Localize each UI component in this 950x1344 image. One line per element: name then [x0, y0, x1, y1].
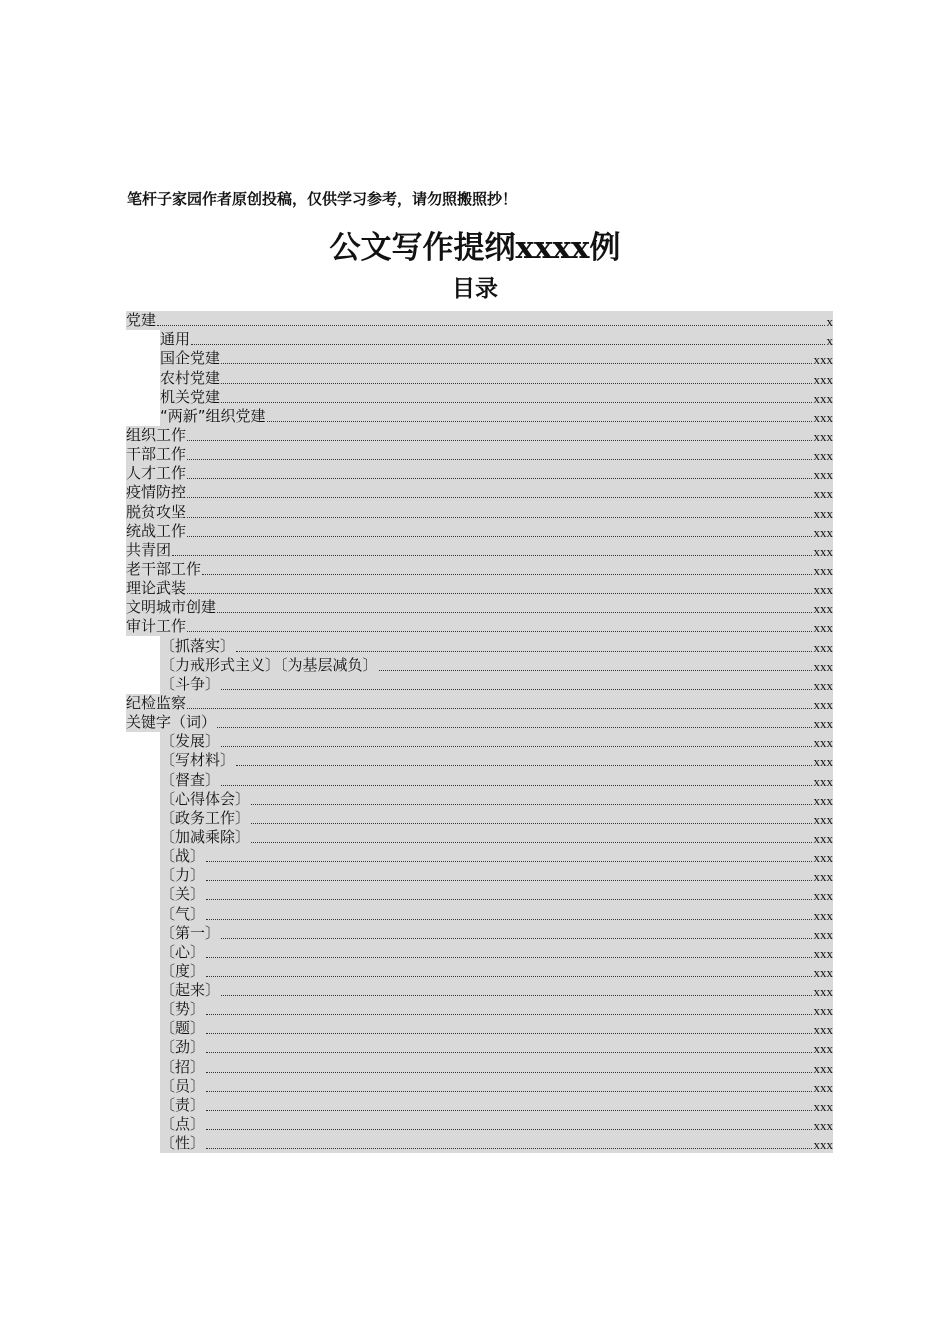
toc-entry[interactable]	[160, 809, 833, 828]
toc-entry[interactable]	[126, 483, 833, 502]
dot-leader	[187, 458, 811, 460]
toc-entry[interactable]	[160, 656, 833, 675]
dot-leader	[187, 535, 811, 537]
dot-leader	[251, 841, 811, 843]
toc-entry[interactable]	[126, 713, 833, 732]
dot-leader	[187, 496, 811, 498]
dot-leader	[206, 860, 811, 862]
dot-leader	[221, 994, 811, 996]
dot-leader	[187, 630, 811, 632]
dot-leader	[251, 803, 811, 805]
toc-entry-page: xxx	[813, 984, 833, 1000]
toc-entry-page: x	[826, 333, 833, 349]
dot-leader	[221, 362, 811, 364]
dot-leader	[221, 745, 811, 747]
toc-entry-page: xxx	[813, 371, 833, 387]
toc-entry-label: 农村党建	[160, 368, 221, 387]
dot-leader	[206, 1071, 811, 1073]
toc-entry[interactable]	[160, 732, 833, 751]
toc-entry[interactable]	[160, 330, 833, 349]
toc-entry-page: xxx	[813, 830, 833, 846]
toc-entry-label: 人才工作	[126, 464, 187, 483]
dot-leader	[221, 937, 811, 939]
toc-entry[interactable]	[160, 1134, 833, 1153]
dot-leader	[206, 1109, 811, 1111]
toc-entry-page: xxx	[813, 773, 833, 789]
dot-leader	[206, 975, 811, 977]
toc-entry[interactable]	[160, 751, 833, 770]
toc-entry[interactable]	[160, 770, 833, 789]
toc-entry[interactable]	[160, 924, 833, 943]
toc-entry-page: xxx	[813, 658, 833, 674]
toc-entry-label: 〔写材料〕	[160, 751, 236, 770]
toc-entry[interactable]	[160, 1019, 833, 1038]
toc-entry-label: 〔心得体会〕	[160, 789, 251, 808]
dot-leader	[191, 343, 824, 345]
toc-entry-page: xxx	[813, 754, 833, 770]
toc-entry[interactable]	[160, 1096, 833, 1115]
dot-leader	[217, 726, 811, 728]
toc-entry-page: xxx	[813, 486, 833, 502]
dot-leader	[251, 822, 811, 824]
toc-entry-label: 〔招〕	[160, 1057, 206, 1076]
toc-entry-page: xxx	[813, 390, 833, 406]
toc-entry-label: 〔第一〕	[160, 923, 221, 942]
copyright-notice: 笔杆子家园作者原创投稿，仅供学习参考，请勿照搬照抄！	[127, 190, 518, 208]
toc-entry[interactable]	[126, 464, 833, 483]
toc-entry-page: xxx	[813, 543, 833, 559]
toc-entry-page: xxx	[813, 524, 833, 540]
dot-leader	[379, 669, 812, 671]
toc-entry-label: 〔题〕	[160, 1019, 206, 1038]
toc-entry[interactable]	[160, 1115, 833, 1134]
toc-entry[interactable]	[126, 560, 833, 579]
toc-entry-label: 〔战〕	[160, 847, 206, 866]
dot-leader	[172, 554, 811, 556]
toc-entry-label: 〔责〕	[160, 1095, 206, 1114]
toc-entry-label: 〔劲〕	[160, 1038, 206, 1057]
dot-leader	[187, 477, 811, 479]
toc-entry[interactable]	[160, 636, 833, 655]
dot-leader	[206, 898, 811, 900]
toc-entry[interactable]	[126, 522, 833, 541]
dot-leader	[221, 382, 811, 384]
toc-entry-label: 理论武装	[126, 579, 187, 598]
toc-entry[interactable]	[126, 541, 833, 560]
toc-entry[interactable]	[126, 617, 833, 636]
toc-entry[interactable]	[160, 866, 833, 885]
document-title: 公文写作提纲xxxx例	[329, 230, 621, 266]
toc-entry-label: 统战工作	[126, 521, 187, 540]
toc-entry[interactable]	[160, 1038, 833, 1057]
toc-entry-label: 国企党建	[160, 349, 221, 368]
toc-entry-page: xxx	[813, 467, 833, 483]
toc-entry-label: “两新”组织党建	[160, 406, 266, 425]
toc-entry-page: xxx	[813, 1137, 833, 1153]
toc-entry[interactable]	[160, 904, 833, 923]
toc-entry-page: xxx	[813, 945, 833, 961]
toc-entry-label: 〔心〕	[160, 942, 206, 961]
toc-entry-page: xxx	[813, 716, 833, 732]
toc-entry[interactable]	[160, 675, 833, 694]
toc-entry-page: xxx	[813, 409, 833, 425]
toc-entry[interactable]	[160, 790, 833, 809]
toc-entry[interactable]	[126, 311, 833, 330]
dot-leader	[187, 707, 811, 709]
toc-entry[interactable]	[126, 694, 833, 713]
toc-entry-label: 〔关〕	[160, 885, 206, 904]
toc-entry-page: x	[826, 314, 833, 330]
toc-entry[interactable]	[160, 943, 833, 962]
toc-entry-label: 通用	[160, 330, 191, 349]
dot-leader	[217, 611, 811, 613]
toc-entry[interactable]	[160, 962, 833, 981]
toc-entry[interactable]	[160, 847, 833, 866]
toc-entry-label: 文明城市创建	[126, 598, 217, 617]
dot-leader	[206, 1090, 811, 1092]
toc-entry-label: 纪检监察	[126, 693, 187, 712]
toc-entry[interactable]	[160, 407, 833, 426]
toc-entry[interactable]	[126, 502, 833, 521]
toc-entry-label: 〔度〕	[160, 961, 206, 980]
dot-leader	[206, 879, 811, 881]
dot-leader	[206, 1032, 811, 1034]
dot-leader	[236, 650, 811, 652]
toc-entry[interactable]	[126, 445, 833, 464]
toc-entry-page: xxx	[813, 620, 833, 636]
dot-leader	[187, 439, 811, 441]
toc-entry-label: 〔力戒形式主义〕〔为基层减负〕	[160, 655, 378, 674]
toc-entry-page: xxx	[813, 792, 833, 808]
toc-entry-page: xxx	[813, 888, 833, 904]
toc-entry-label: 〔斗争〕	[160, 674, 221, 693]
toc-entry-label: 〔发展〕	[160, 732, 221, 751]
dot-leader	[202, 573, 811, 575]
toc-entry-label: 〔抓落实〕	[160, 636, 236, 655]
dot-leader	[206, 918, 811, 920]
toc-entry-page: xxx	[813, 907, 833, 923]
toc-entry-page: xxx	[813, 352, 833, 368]
toc-entry-label: 〔督查〕	[160, 770, 221, 789]
toc-entry-label: 审计工作	[126, 617, 187, 636]
dot-leader	[221, 688, 811, 690]
toc-entry-page: xxx	[813, 811, 833, 827]
toc-entry-label: 〔起来〕	[160, 981, 221, 1000]
toc-entry-label: 〔加减乘除〕	[160, 827, 251, 846]
dot-leader	[206, 1051, 811, 1053]
toc-entry[interactable]	[160, 981, 833, 1000]
table-of-contents	[126, 311, 833, 1153]
toc-entry-page: xxx	[813, 696, 833, 712]
toc-entry-label: 党建	[126, 311, 157, 330]
toc-entry-page: xxx	[813, 1022, 833, 1038]
toc-entry-page: xxx	[813, 964, 833, 980]
toc-entry-page: xxx	[813, 1041, 833, 1057]
toc-entry[interactable]	[160, 1057, 833, 1076]
dot-leader	[221, 401, 811, 403]
toc-entry-page: xxx	[813, 1118, 833, 1134]
dot-leader	[221, 784, 811, 786]
dot-leader	[187, 592, 811, 594]
toc-entry[interactable]	[160, 828, 833, 847]
toc-entry-label: 〔力〕	[160, 866, 206, 885]
toc-entry-label: 〔性〕	[160, 1134, 206, 1153]
toc-entry-label: 机关党建	[160, 387, 221, 406]
dot-leader	[187, 516, 811, 518]
toc-entry-page: xxx	[813, 735, 833, 751]
dot-leader	[236, 764, 811, 766]
dot-leader	[206, 1013, 811, 1015]
dot-leader	[157, 324, 824, 326]
toc-entry-page: xxx	[813, 1060, 833, 1076]
dot-leader	[267, 420, 812, 422]
toc-entry[interactable]	[160, 1077, 833, 1096]
toc-entry-page: xxx	[813, 639, 833, 655]
toc-entry-page: xxx	[813, 869, 833, 885]
toc-entry-page: xxx	[813, 1098, 833, 1114]
dot-leader	[206, 1128, 811, 1130]
toc-entry-label: 脱贫攻坚	[126, 502, 187, 521]
toc-entry-label: 疫情防控	[126, 483, 187, 502]
toc-entry-label: 〔员〕	[160, 1076, 206, 1095]
toc-entry-page: xxx	[813, 505, 833, 521]
toc-entry[interactable]	[160, 885, 833, 904]
toc-entry[interactable]	[160, 349, 833, 368]
toc-entry-label: 干部工作	[126, 445, 187, 464]
toc-entry[interactable]	[126, 598, 833, 617]
toc-entry-label: 〔势〕	[160, 1000, 206, 1019]
toc-entry-page: xxx	[813, 926, 833, 942]
toc-entry-page: xxx	[813, 448, 833, 464]
toc-entry-page: xxx	[813, 601, 833, 617]
toc-entry[interactable]	[160, 1000, 833, 1019]
toc-entry[interactable]	[126, 579, 833, 598]
toc-entry-label: 〔政务工作〕	[160, 808, 251, 827]
toc-entry-page: xxx	[813, 1003, 833, 1019]
toc-entry-label: 老干部工作	[126, 559, 202, 578]
toc-entry-page: xxx	[813, 850, 833, 866]
toc-entry-label: 〔点〕	[160, 1115, 206, 1134]
toc-entry[interactable]	[126, 426, 833, 445]
toc-entry-page: xxx	[813, 677, 833, 693]
toc-entry-page: xxx	[813, 1079, 833, 1095]
dot-leader	[206, 1147, 811, 1149]
toc-entry-label: 共青团	[126, 540, 172, 559]
toc-entry-label: 组织工作	[126, 425, 187, 444]
toc-entry-label: 关键字（词）	[126, 713, 217, 732]
toc-entry-page: xxx	[813, 562, 833, 578]
toc-entry[interactable]	[160, 388, 833, 407]
dot-leader	[206, 956, 811, 958]
toc-entry[interactable]	[160, 368, 833, 387]
toc-heading: 目录	[452, 275, 498, 302]
toc-entry-page: xxx	[813, 428, 833, 444]
toc-entry-page: xxx	[813, 582, 833, 598]
toc-entry-label: 〔气〕	[160, 904, 206, 923]
